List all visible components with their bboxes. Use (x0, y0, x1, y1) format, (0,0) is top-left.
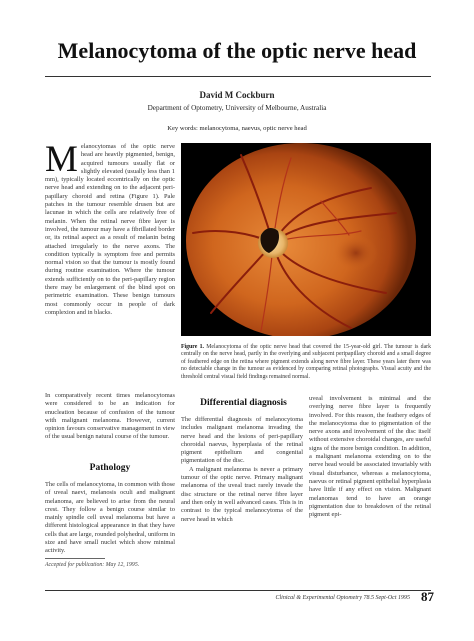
title-top-rule (45, 76, 431, 77)
pathology-heading: Pathology (89, 463, 131, 473)
keywords-line: Key words: melanocytoma, naevus, optic nerve head (167, 125, 307, 132)
drop-cap: M (45, 139, 78, 180)
fundus-photograph (181, 143, 431, 336)
pathology-paragraph (45, 481, 175, 556)
differential-text: The differential diagnosis of melanocytoma includes malignant melanoma invading the nerve head and the lesions of peri-papillary choroidal naevus, hyperplasia of the retinal pigment epithelium and congenital pigmentation of the disc. (181, 416, 303, 465)
pathology-text: The cells of melanocytoma, in common with those of uveal naevi, melanosis oculi and malignant melanoma, are believed to arise from the neural crest. They follow a benign course similar to mainly spindle cell uveal melanoma but have a different histological appearance in that they have cells that are large, rounded polyhedral, uniform in size and have small nuclei which show minimal activity. (45, 481, 175, 555)
intro-paragraph (45, 139, 176, 317)
differential-text-2: A malignant melanoma is never a primary tumour of the optic nerve. Primary malignant melanoma of the uveal tract rarely invade the disc structure or the retinal nerve fibre layer and then only in well advanced cases. This is in contrast to the typical melanocytoma of the nerve head in which (181, 465, 303, 523)
caption-text: Melanocytoma of the optic nerve head that covered the 15-year-old girl. The tumour is dark centrally on the nerve head, partly in the overlying and subjacent peripapillary choroid and a small degree of feathered edge on the retina where pigment extends along nerve fibre layer. These years later there was no detectable change in the tumour as evidenced by comparing retinal photographs. Visual acuity and the threshold central visual field findings remained normal. (181, 344, 431, 380)
intro-cont-text: In comparatively recent times melanocytomas were considered to be an indication for enucleation because of confusion of the tumour with malignant melanoma. However, current opinion favours conservative management in view of the usual benign natural course of the tumour. (45, 392, 175, 441)
intro-lead-text: elanocytomas of the optic nerve head are heavily pigmented, benign, acquired tumours usually flat or slightly elevated (usually less than 1 mm), typically located eccentrically on the optic nerve head and extending on to the adjacent peri-papillary choroid and retina (Figure 1). Pale patches in the tumour resemble drusen but are lacunae in which the cells are relatively free of melanin. (45, 143, 175, 225)
differential-heading: Differential diagnosis (200, 398, 287, 408)
footnote-rule (45, 558, 105, 559)
figure-caption (181, 344, 431, 381)
intro-body-text: When the retinal nerve fibre layer is involved, the tumour may have a fibrillated border or, its retinal aspect as a result of melanin being attached irregularly to the nerve axons. The condition typically is symptom free and permits normal vision so that the tumour is mostly found during routine examination. Where the tumour extends sufficiently on to the peri-papillary region there may be enlargement of the blind spot on perimetric examination. These benign tumours most commonly occur in people of dark complexion and in blacks. (45, 217, 176, 316)
journal-citation: Clinical & Experimental Optometry 78.5 Sept-Oct 1995 (275, 595, 410, 601)
right-column-text: uveal involvement is minimal and the overlying nerve fibre layer is frequently involved. For this reason, the feathery edges of the melanocytoma due to pigmentation of the nerve axons and involvement of the disc itself without extensive choroidal changes, are useful signs of the more benign condition. In addition, a malignant melanoma extending on to the nerve head would be associated invariably with visual disturbance, whereas a melanocytoma, naevus or retinal pigment epithelial hyperplasia have little if any effect on vision. Malignant melanomas tend to have an orange pigmentation due to breakdown of the retinal pigment epi- (309, 395, 431, 519)
fundus-image (181, 143, 431, 336)
footer-rule (45, 590, 431, 591)
page-number: 87 (421, 589, 434, 604)
right-column-paragraph (309, 395, 431, 519)
footnote: Accepted for publication: May 12, 1995. (45, 562, 140, 568)
author-name: David M Cockburn (199, 90, 275, 100)
caption-label: Figure 1. (181, 344, 204, 350)
article-title: Melanocytoma of the optic nerve head (57, 38, 417, 63)
author-affiliation: Department of Optometry, University of Melbourne, Australia (147, 104, 327, 112)
differential-paragraph (181, 416, 303, 524)
intro-continuation (45, 392, 175, 442)
